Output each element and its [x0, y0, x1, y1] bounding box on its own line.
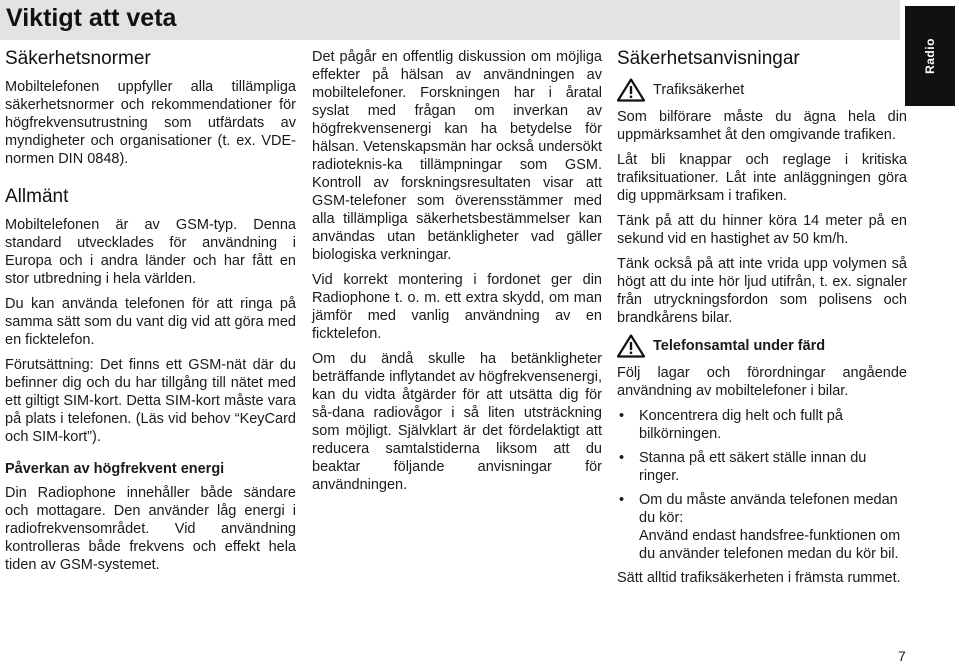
title-bar — [0, 0, 900, 40]
paragraph: Vid korrekt montering i fordonet ger din Radiophone t. o. m. ett extra skydd, om man jämför med vanlig användning av en ficktelefon. — [312, 272, 602, 342]
warning-label: Trafiksäkerhet — [653, 82, 745, 98]
heading-paverkan: Påverkan av högfrekvent energi — [5, 461, 225, 477]
warning-triangle-icon — [617, 78, 645, 102]
list-item-subtext: Använd endast handsfree-funktionen om du använder telefonen medan du kör bil. — [639, 528, 901, 562]
paragraph: Som bilförare måste du ägna hela din uppmärksamhet åt den omgivande trafiken. — [617, 109, 907, 143]
section-tab-radio — [905, 6, 955, 106]
paragraph: Det pågår en offentlig diskussion om möjliga effekter på hälsan av användningen av mobiltelefoner. Forskningen har i åratal syslat med frågan om inverkan av högfrekvensenergi kan ha betydelse för hälsan. Vetenskapsmän har också undersökt radioteknis-ka tillämpningar som GSM. Kontroll av forskningsresultaten visar att GSM-telefoner som överensstämmer med alla tillämpliga säkerhetsbestämmelser kan användas utan betänkligheter vad gäller biologiska verkningar. — [312, 49, 602, 263]
warning-label: Telefonsamtal under färd — [653, 338, 826, 354]
paragraph: Mobiltelefonen uppfyller alla tillämpliga säkerhetsnormer och rekommendationer för högfrekvensutrustning som utfärdats av myndigheter och organisationer (t. ex. VDE-normen DIN 0848). — [5, 79, 296, 167]
bullet-list — [617, 407, 907, 563]
section-tab-label: Radio — [923, 38, 937, 74]
paragraph: Om du ändå skulle ha betänkligheter beträffande inflytandet av högfrekvensenergi, kan du vidta åtgärder för att utsätta dig för så-dana radiovågor i så liten utsträckning som möjligt. Självklart är det fördelaktigt att reducera samtalstiderna liksom att du beaktar följande anvisningar för användningen. — [312, 351, 602, 493]
paragraph: Tänk också på att inte vrida upp volymen så högt att du inte hör ljud utifrån, t. ex. signaler från utryckningsfordon som polisens och brandkårens bilar. — [617, 256, 907, 326]
warning-telefonsamtal — [617, 334, 907, 358]
column-middle — [312, 48, 602, 501]
heading-allmant: Allmänt — [5, 186, 69, 207]
column-right — [617, 48, 907, 594]
paragraph: Förutsättning: Det finns ett GSM-nät där du befinner dig och du har tillgång till nätet med ett giltigt SIM-kort. Detta SIM-kort måste vara på plats i telefonen. (Läs vid behov “KeyCard och SIM-kort”). — [5, 357, 296, 445]
list-item: • Koncentrera dig helt och fullt på bilkörningen. — [617, 407, 907, 443]
paragraph: Tänk på att du hinner köra 14 meter på en sekund vid en hastighet av 50 km/h. — [617, 213, 907, 247]
paragraph: Följ lagar och förordningar angående användning av mobiltelefoner i bilar. — [617, 365, 907, 399]
page-title: Viktigt att veta — [6, 4, 177, 32]
warning-trafiksakerhet — [617, 78, 907, 102]
list-item-text: • Om du måste använda telefonen medan du kör: — [639, 492, 898, 526]
heading-sakerhetsanvisningar: Säkerhetsanvisningar — [617, 48, 800, 69]
warning-triangle-icon — [617, 334, 645, 358]
paragraph: Låt bli knappar och reglage i kritiska trafiksituationer. Låt inte anläggningen göra dig uppmärksam i trafiken. — [617, 152, 907, 204]
list-item: • Stanna på ett säkert ställe innan du ringer. — [617, 449, 907, 485]
heading-sakerhetsnormer: Säkerhetsnormer — [5, 48, 151, 69]
page-number: 7 — [898, 648, 906, 664]
paragraph: Du kan använda telefonen för att ringa på samma sätt som du vant dig vid att göra med en ficktelefon. — [5, 296, 296, 348]
column-left — [5, 48, 296, 581]
paragraph: Din Radiophone innehåller både sändare och mottagare. Den använder låg energi i radiofrekvensområdet. Vid användning kontrolleras både frekvens och effekt hela tiden av GSM-systemet. — [5, 485, 296, 573]
list-item — [617, 491, 907, 563]
closing-line: Sätt alltid trafiksäkerheten i främsta rummet. — [617, 570, 901, 586]
paragraph: Mobiltelefonen är av GSM-typ. Denna standard utvecklades för användning i Europa och i andra länder och har fått en stor utbredning i hela världen. — [5, 217, 296, 287]
